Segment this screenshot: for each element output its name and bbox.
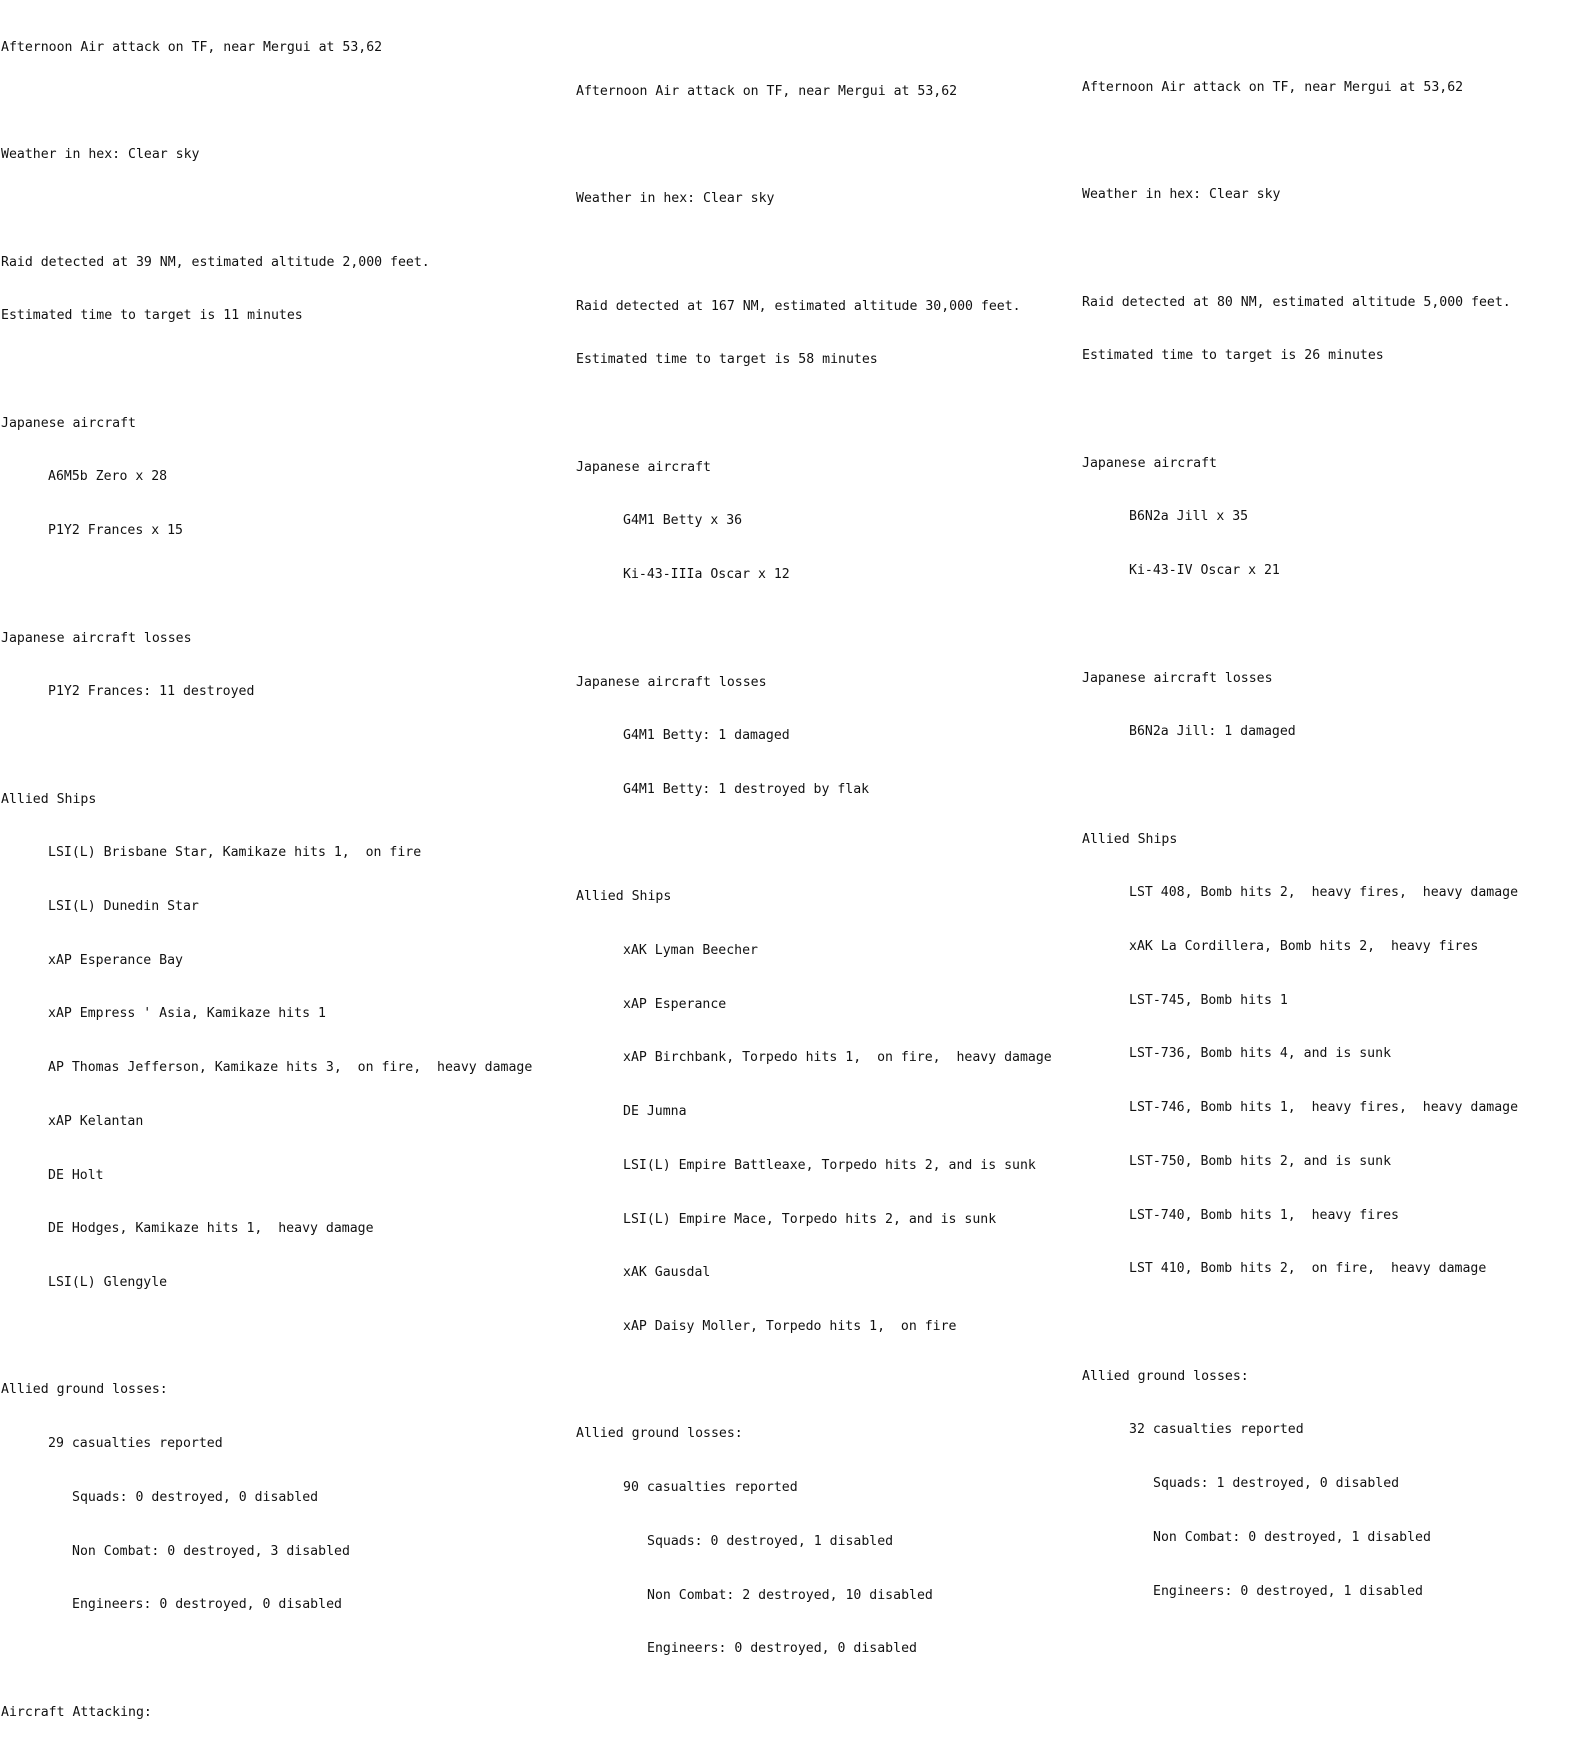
combat-report-3 [1082, 43, 1518, 1618]
japanese-aircraft-header: Japanese aircraft [1, 415, 136, 431]
combat-report-1 [1, 3, 533, 1720]
raid-detected-line: Raid detected at 167 NM, estimated altitude 30,000 feet. [576, 298, 1021, 314]
raid-detected-line: Raid detected at 39 NM, estimated altitude 2,000 feet. [1, 254, 430, 270]
ground-losses-header: Allied ground losses: [576, 1426, 743, 1442]
casualties-line: 32 casualties reported [1129, 1422, 1304, 1438]
ship-entry: AP Thomas Jefferson, Kamikaze hits 3, on fire, heavy damage [48, 1060, 533, 1076]
ship-entry: LST-746, Bomb hits 1, heavy fires, heavy damage [1129, 1100, 1519, 1116]
blank-line [1082, 1314, 1518, 1332]
ground-loss-detail: Squads: 0 destroyed, 0 disabled [72, 1489, 319, 1505]
japanese-losses-header: Japanese aircraft losses [576, 674, 767, 690]
aircraft-entry: Ki-43-IIIa Oscar x 12 [623, 567, 790, 583]
ship-entry: DE Jumna [623, 1104, 687, 1120]
ship-entry: DE Hodges, Kamikaze hits 1, heavy damage [48, 1221, 374, 1237]
blank-line [1082, 777, 1518, 795]
ship-entry: xAP Empress ' Asia, Kamikaze hits 1 [48, 1006, 326, 1022]
casualties-line: 29 casualties reported [48, 1436, 223, 1452]
report-title: Afternoon Air attack on TF, near Mergui at 53,62 [1, 39, 383, 55]
ship-entry: LSI(L) Brisbane Star, Kamikaze hits 1, on fire [48, 845, 422, 861]
japanese-aircraft-header: Japanese aircraft [1082, 455, 1217, 471]
aircraft-entry: B6N2a Jill x 35 [1129, 509, 1249, 525]
ship-entry: xAP Esperance Bay [48, 952, 183, 968]
blank-line [1, 200, 532, 218]
blank-line [1082, 240, 1518, 258]
ship-entry: LSI(L) Empire Mace, Torpedo hits 2, and is sunk [623, 1211, 997, 1227]
ship-entry: xAK Lyman Beecher [623, 943, 758, 959]
loss-entry: B6N2a Jill: 1 damaged [1129, 724, 1296, 740]
time-to-target-line: Estimated time to target is 26 minutes [1082, 348, 1384, 364]
weather-line: Weather in hex: Clear sky [1082, 187, 1281, 203]
ship-entry: LSI(L) Glengyle [48, 1274, 168, 1290]
time-to-target-line: Estimated time to target is 11 minutes [1, 308, 303, 324]
aircraft-entry: G4M1 Betty x 36 [623, 513, 743, 529]
aircraft-attacking-header: Aircraft Attacking: [1, 1704, 152, 1720]
ground-loss-detail: Engineers: 0 destroyed, 0 disabled [72, 1597, 342, 1613]
blank-line [1082, 133, 1518, 151]
blank-line [576, 835, 1052, 853]
ship-entry: LST 410, Bomb hits 2, on fire, heavy damage [1129, 1261, 1487, 1277]
blank-line [1082, 401, 1518, 419]
ground-loss-detail: Non Combat: 0 destroyed, 1 disabled [1153, 1529, 1431, 1545]
aircraft-entry: Ki-43-IV Oscar x 21 [1129, 563, 1280, 579]
weather-line: Weather in hex: Clear sky [576, 191, 775, 207]
loss-entry: G4M1 Betty: 1 damaged [623, 728, 790, 744]
blank-line [576, 620, 1052, 638]
ship-entry: LST-740, Bomb hits 1, heavy fires [1129, 1207, 1399, 1223]
blank-line [576, 244, 1052, 262]
loss-entry: G4M1 Betty: 1 destroyed by flak [623, 781, 870, 797]
allied-ships-header: Allied Ships [1, 791, 97, 807]
weather-line: Weather in hex: Clear sky [1, 147, 200, 163]
blank-line [1, 576, 532, 594]
japanese-aircraft-header: Japanese aircraft [576, 459, 711, 475]
report-title: Afternoon Air attack on TF, near Mergui at 53,62 [1082, 79, 1464, 95]
ship-entry: xAP Daisy Moller, Torpedo hits 1, on fire [623, 1318, 957, 1334]
ship-entry: LSI(L) Dunedin Star [48, 899, 199, 915]
ground-loss-detail: Engineers: 0 destroyed, 0 disabled [647, 1641, 917, 1657]
blank-line [1, 1650, 532, 1668]
ground-losses-header: Allied ground losses: [1082, 1368, 1249, 1384]
ship-entry: xAP Kelantan [48, 1113, 144, 1129]
ground-loss-detail: Engineers: 0 destroyed, 1 disabled [1153, 1583, 1423, 1599]
ship-entry: LSI(L) Empire Battleaxe, Torpedo hits 2, and is sunk [623, 1157, 1036, 1173]
ground-loss-detail: Squads: 0 destroyed, 1 disabled [647, 1533, 894, 1549]
ship-entry: LST-745, Bomb hits 1 [1129, 992, 1288, 1008]
aircraft-entry: A6M5b Zero x 28 [48, 469, 168, 485]
allied-ships-header: Allied Ships [576, 889, 672, 905]
aircraft-entry: P1Y2 Frances x 15 [48, 523, 183, 539]
time-to-target-line: Estimated time to target is 58 minutes [576, 352, 878, 368]
ship-entry: LST 408, Bomb hits 2, heavy fires, heavy damage [1129, 885, 1519, 901]
ship-entry: DE Holt [48, 1167, 104, 1183]
blank-line [1, 737, 532, 755]
blank-line [576, 137, 1052, 155]
ground-loss-detail: Non Combat: 2 destroyed, 10 disabled [647, 1587, 933, 1603]
report-title: Afternoon Air attack on TF, near Mergui at 53,62 [576, 83, 958, 99]
ship-entry: xAK La Cordillera, Bomb hits 2, heavy fires [1129, 939, 1479, 955]
ship-entry: xAK Gausdal [623, 1265, 711, 1281]
allied-ships-header: Allied Ships [1082, 831, 1178, 847]
ground-loss-detail: Squads: 1 destroyed, 0 disabled [1153, 1476, 1400, 1492]
ground-losses-header: Allied ground losses: [1, 1382, 168, 1398]
loss-entry: P1Y2 Frances: 11 destroyed [48, 684, 255, 700]
ship-entry: xAP Esperance [623, 996, 727, 1012]
blank-line [1, 1328, 532, 1346]
casualties-line: 90 casualties reported [623, 1480, 798, 1496]
blank-line [576, 405, 1052, 423]
japanese-losses-header: Japanese aircraft losses [1082, 670, 1273, 686]
ground-loss-detail: Non Combat: 0 destroyed, 3 disabled [72, 1543, 350, 1559]
raid-detected-line: Raid detected at 80 NM, estimated altitude 5,000 feet. [1082, 294, 1511, 310]
blank-line [1, 361, 532, 379]
blank-line [576, 1372, 1052, 1390]
combat-report-2 [576, 47, 1052, 1676]
ship-entry: xAP Birchbank, Torpedo hits 1, on fire, heavy damage [623, 1050, 1052, 1066]
blank-line [1082, 616, 1518, 634]
ship-entry: LST-736, Bomb hits 4, and is sunk [1129, 1046, 1392, 1062]
ship-entry: LST-750, Bomb hits 2, and is sunk [1129, 1153, 1392, 1169]
japanese-losses-header: Japanese aircraft losses [1, 630, 192, 646]
blank-line [1, 93, 532, 111]
